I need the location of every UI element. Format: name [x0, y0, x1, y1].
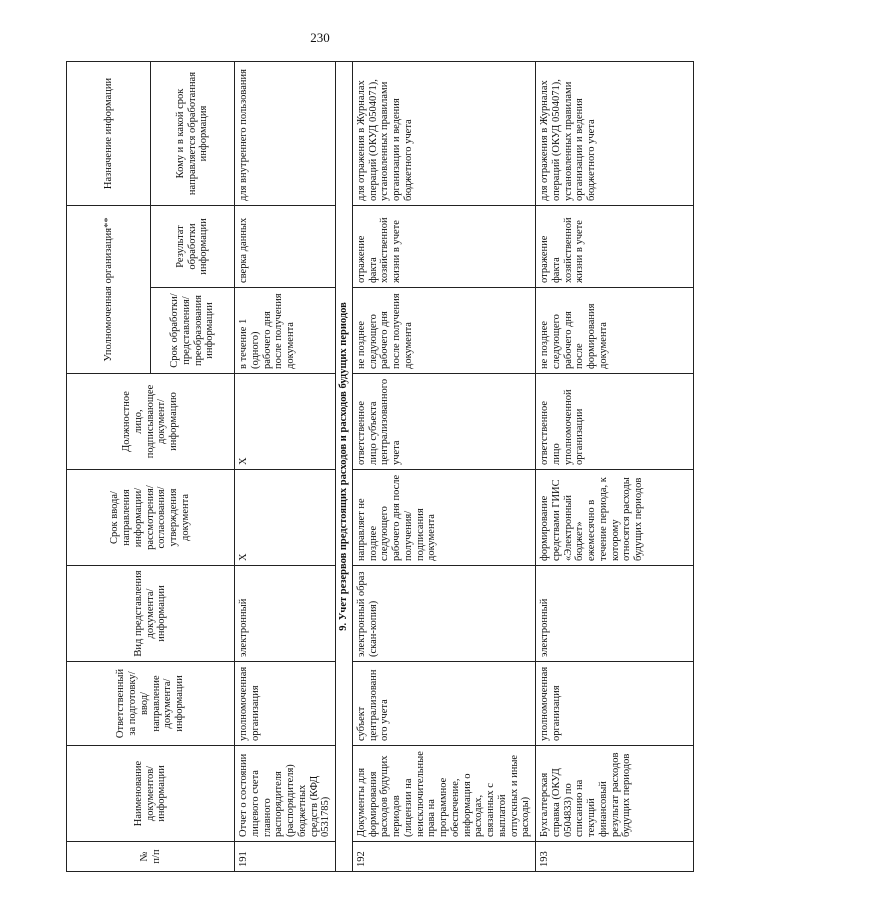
- cell-responsible: субъект централизованного учета: [352, 662, 535, 746]
- section-title: 9. Учет резервов предстоящих расходов и расходов будущих периодов: [336, 61, 353, 871]
- cell-responsible: уполномоченная организация: [235, 662, 336, 746]
- header-row-1: [67, 61, 151, 871]
- cell-auth-result: сверка данных: [235, 206, 336, 288]
- page-number: 230: [310, 30, 330, 45]
- header-form: Вид представления документа/ информации: [67, 566, 235, 662]
- header-responsible: Ответственный за подготовку/ ввод/ направление документа/ информации: [67, 662, 235, 746]
- cell-deadline: X: [235, 470, 336, 566]
- header-num: № п/п: [67, 842, 235, 872]
- cell-name: Документы для формирования расходов будущих периодов (лицензии на неисключительные права на программное обеспечение, информация о расходах, связанных с выплатой отпускных и иные расходы): [352, 746, 535, 842]
- table-row: [235, 61, 336, 871]
- cell-auth-deadline: не позднее следующего рабочего дня после получения документа: [352, 288, 535, 374]
- header-purpose-to: Кому и в какой срок направляется обработанная информация: [151, 61, 235, 205]
- cell-auth-deadline: в течение 1 (одного) рабочего дня после получения документа: [235, 288, 336, 374]
- section-row: [336, 61, 353, 871]
- cell-num: 193: [536, 842, 694, 872]
- cell-num: 192: [352, 842, 535, 872]
- cell-responsible: уполномоченная организация: [536, 662, 694, 746]
- cell-auth-result: отражение факта хозяйственной жизни в учете: [536, 206, 694, 288]
- header-official: Должностное лицо, подписывающее документ/ информацию: [67, 374, 235, 470]
- cell-name: Бухгалтерская справка (ОКУД 0504833) по списанию на текущий финансовый результат расходов будущих периодов: [536, 746, 694, 842]
- header-auth-deadline: Срок обработки/ представления/ преобразования информации: [151, 288, 235, 374]
- cell-deadline: формирование средствами ГИИС «Электронный бюджет» ежемесячно в течение периода, к которому относятся расходы будущих периодов: [536, 470, 694, 566]
- accounting-documents-table: [66, 61, 694, 872]
- header-deadline: Срок ввода/ направления информации/ рассмотрения/ согласования/ утверждения документа: [67, 470, 235, 566]
- cell-auth-result: отражение факта хозяйственной жизни в учете: [352, 206, 535, 288]
- header-auth-result: Результат обработки информации: [151, 206, 235, 288]
- cell-official: ответственное лицо субъекта централизованного учета: [352, 374, 535, 470]
- cell-form: электронный: [235, 566, 336, 662]
- document-table-area: [66, 62, 876, 867]
- cell-official: X: [235, 374, 336, 470]
- cell-name: Отчет о состоянии лицевого счета главного распорядителя (распорядителя) бюджетных средств (КФД 0531785): [235, 746, 336, 842]
- cell-purpose: для внутреннего пользования: [235, 61, 336, 205]
- cell-form: электронный образ (скан-копия): [352, 566, 535, 662]
- cell-auth-deadline: не позднее следующего рабочего дня после формирования документа: [536, 288, 694, 374]
- cell-deadline: направляет не позднее следующего рабочего дня после получения/подписания документа: [352, 470, 535, 566]
- cell-purpose: для отражения в Журналах операций (ОКУД 0504071), установленных правилами организации и ведения бюджетного учета: [352, 61, 535, 205]
- cell-form: электронный: [536, 566, 694, 662]
- cell-purpose: для отражения в Журналах операций (ОКУД 0504071), установленных правилами организации и ведения бюджетного учета: [536, 61, 694, 205]
- header-name: Наименование документов/информации: [67, 746, 235, 842]
- table-row: [536, 61, 694, 871]
- cell-official: ответственное лицо уполномоченной организации: [536, 374, 694, 470]
- cell-num: 191: [235, 842, 336, 872]
- table-row: [352, 61, 535, 871]
- header-purpose: Назначение информации: [67, 61, 151, 205]
- rotated-table-wrapper: [66, 62, 644, 872]
- header-authorized: Уполномоченная организация**: [67, 206, 151, 374]
